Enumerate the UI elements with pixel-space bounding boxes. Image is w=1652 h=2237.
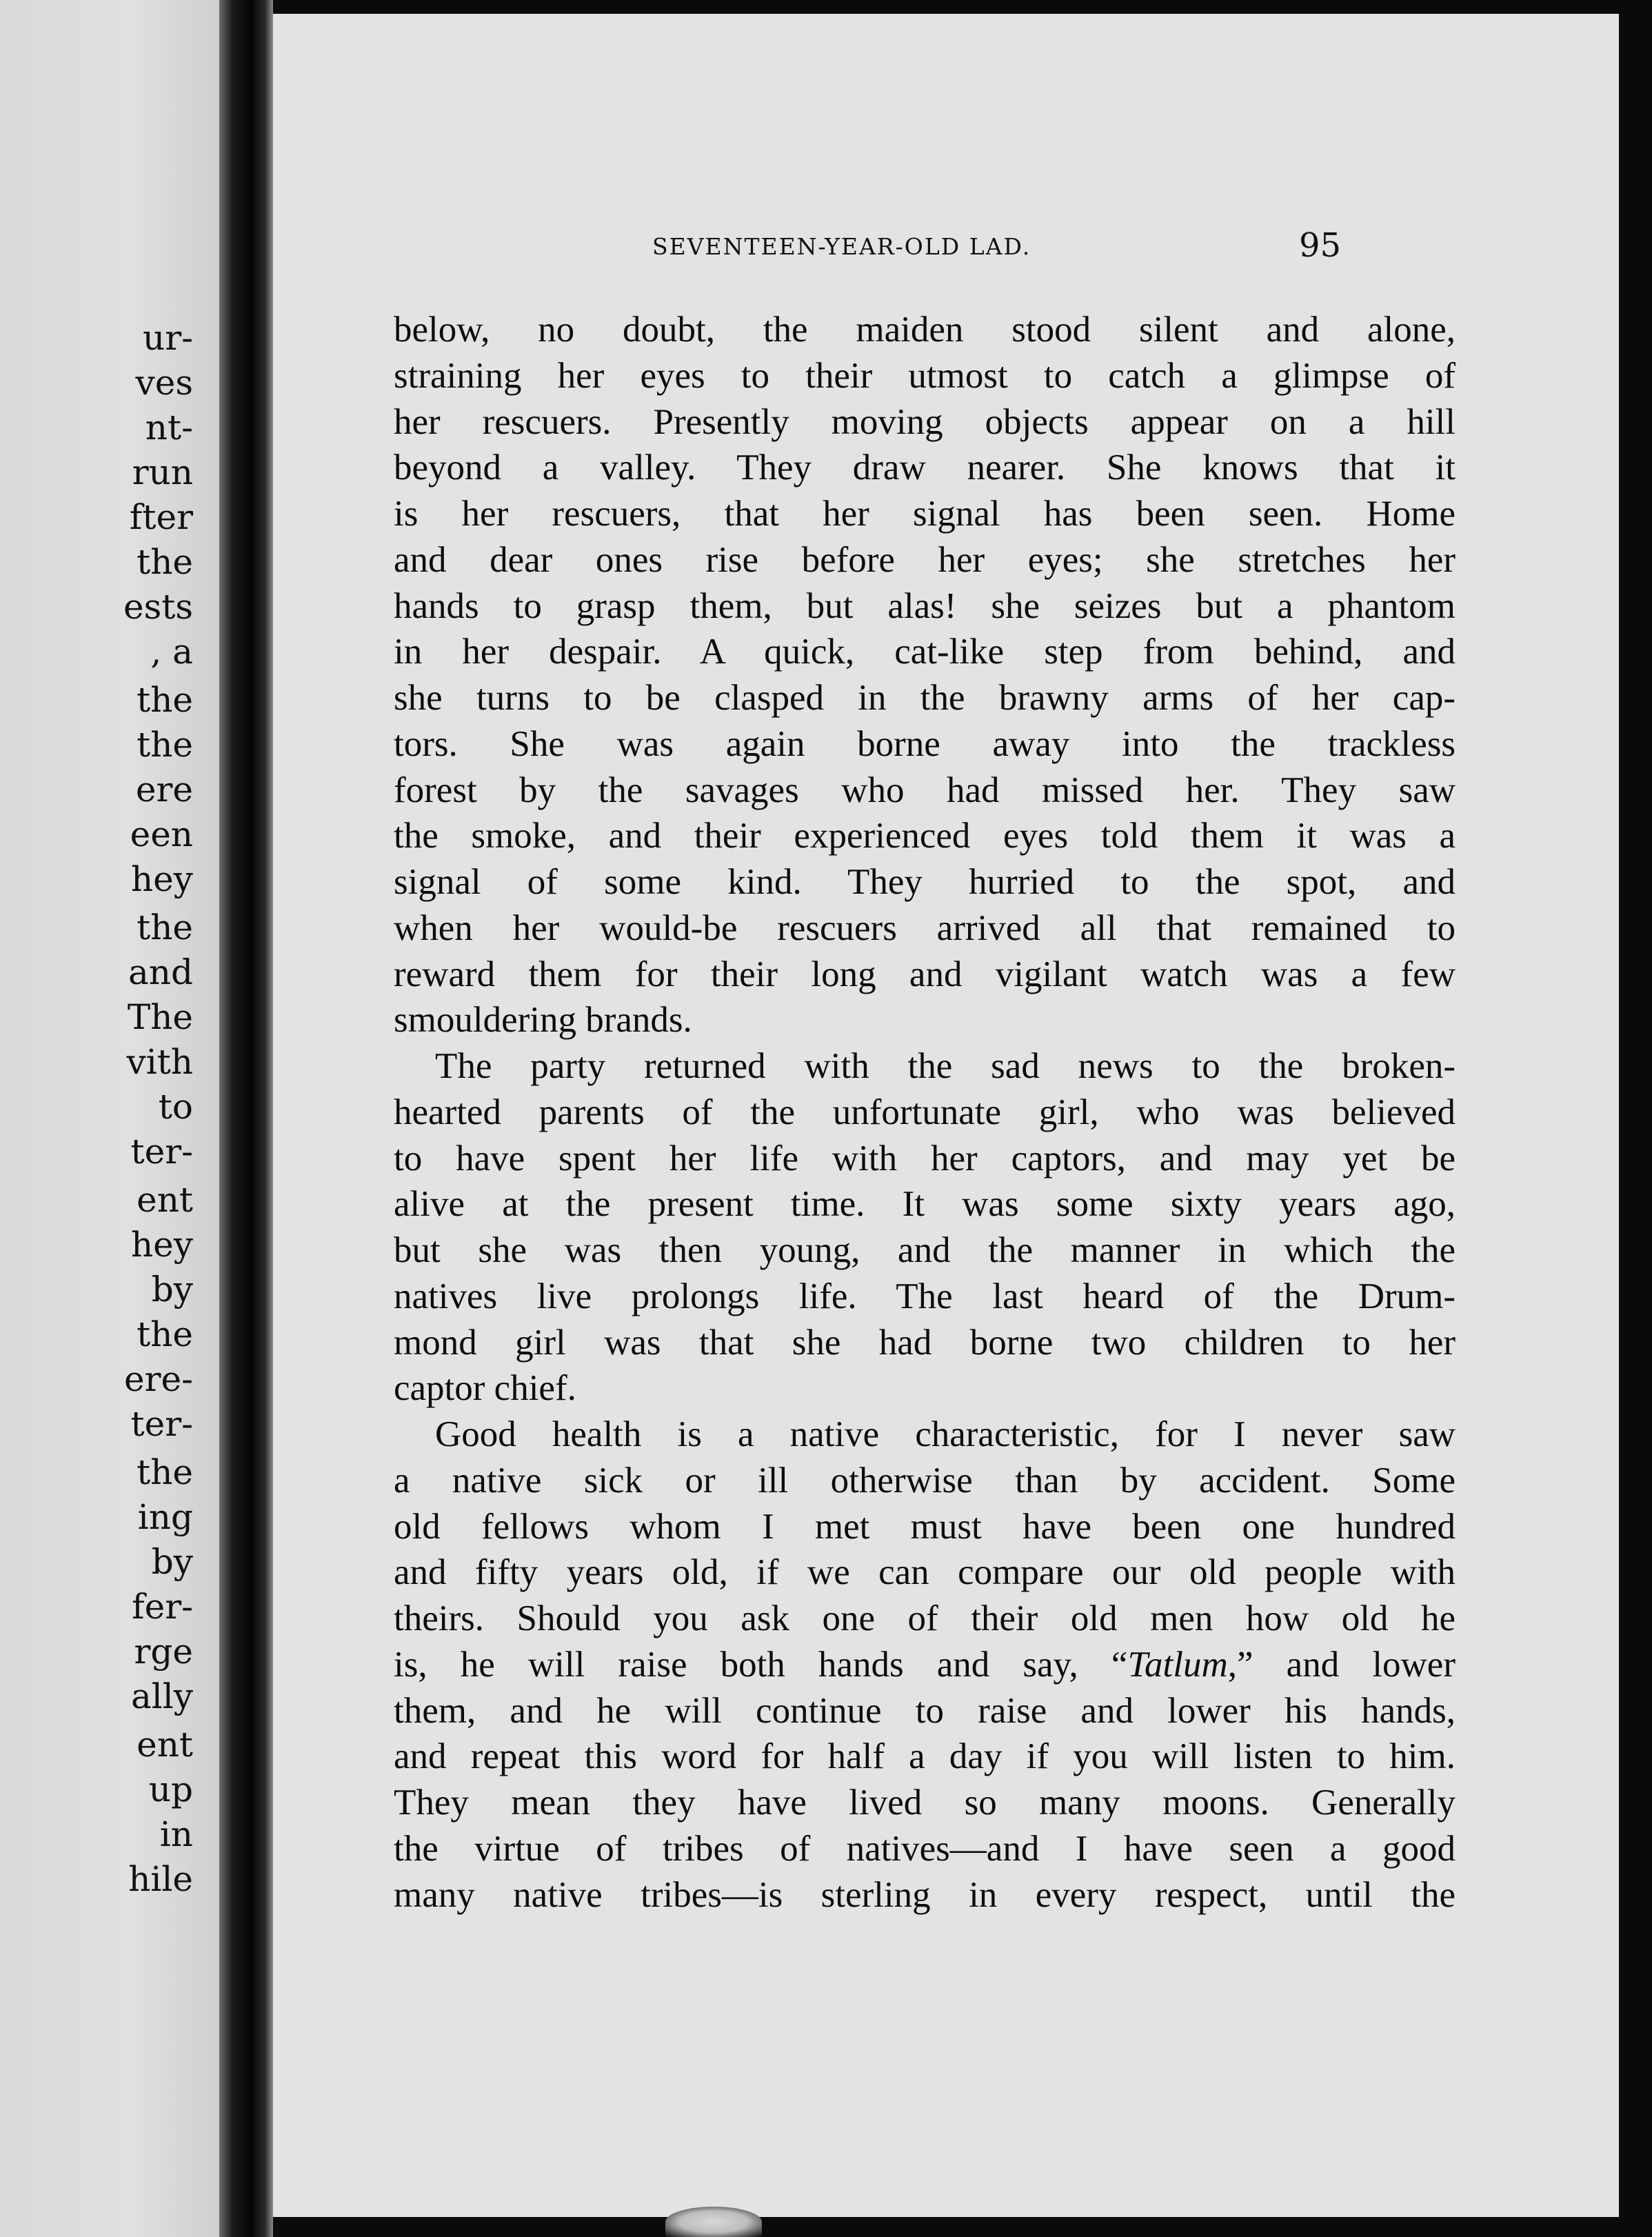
- facing-line-end: to: [158, 1087, 193, 1127]
- text-line: to have spent her life with her captors, and may yet be: [394, 1138, 1455, 1178]
- facing-line-end: hile: [128, 1859, 193, 1899]
- facing-line-end: by: [151, 1270, 193, 1310]
- facing-line-end: rge: [134, 1632, 193, 1672]
- facing-line-end: The: [127, 997, 193, 1037]
- text-line: a native sick or ill otherwise than by accident. Some: [394, 1460, 1455, 1501]
- text-line: many native tribes—is sterling in every respect, until the: [394, 1874, 1455, 1915]
- facing-line-end: the: [137, 680, 193, 720]
- facing-line-end: ter-: [130, 1132, 193, 1172]
- text-line: The party returned with the sad news to the broken-: [435, 1046, 1455, 1086]
- facing-line-end: vith: [126, 1042, 193, 1082]
- facing-line-end: up: [148, 1769, 193, 1809]
- text-line: the smoke, and their experienced eyes told them it was a: [394, 816, 1455, 856]
- facing-line-end: ter-: [130, 1404, 193, 1444]
- text-line: and repeat this word for half a day if you will listen to him.: [394, 1736, 1455, 1777]
- text-line: but she was then young, and the manner in which the: [394, 1230, 1455, 1270]
- facing-line-end: een: [130, 814, 193, 854]
- text-line: forest by the savages who had missed her. They saw: [394, 770, 1455, 810]
- text-line: hands to grasp them, but alas! she seizes but a phantom: [394, 585, 1455, 626]
- text-line: signal of some kind. They hurried to the spot, and: [394, 862, 1455, 902]
- text-line: hearted parents of the unfortunate girl, who was believed: [394, 1092, 1455, 1132]
- facing-line-end: , a: [150, 632, 193, 672]
- facing-line-end: the: [137, 725, 193, 765]
- body-text: [394, 307, 1455, 1918]
- paper-blemish: [665, 2207, 762, 2237]
- book-page: [273, 14, 1619, 2217]
- facing-line-end: and: [128, 952, 193, 992]
- text-line: tors. She was again borne away into the trackless: [394, 723, 1455, 764]
- text-line: reward them for their long and vigilant watch was a few: [394, 954, 1455, 994]
- facing-line-end: ere-: [124, 1359, 193, 1399]
- text-line: natives live prolongs life. The last heard of the Drum-: [394, 1276, 1455, 1316]
- facing-line-end: in: [159, 1814, 193, 1854]
- facing-line-end: ur-: [143, 318, 193, 358]
- facing-page: [0, 0, 219, 2237]
- facing-line-end: ves: [135, 363, 193, 403]
- facing-line-end: ing: [137, 1497, 193, 1537]
- facing-line-end: ent: [137, 1725, 193, 1765]
- text-line: theirs. Should you ask one of their old men how old he: [394, 1598, 1455, 1638]
- text-line: captor chief.: [394, 1368, 576, 1409]
- text-line: They mean they have lived so many moons. Generally: [394, 1783, 1455, 1823]
- page-number: 95: [1299, 226, 1342, 265]
- facing-line-end: the: [137, 1452, 193, 1492]
- text-segment: is, he will raise both hands and say, “: [394, 1644, 1128, 1685]
- facing-line-end: ally: [130, 1676, 193, 1716]
- text-line: Good health is a native characteristic, for I never saw: [435, 1414, 1455, 1454]
- facing-page-text: [0, 0, 219, 2237]
- text-line: her rescuers. Presently moving objects appear on a hill: [394, 401, 1455, 442]
- text-line: and dear ones rise before her eyes; she stretches her: [394, 539, 1455, 580]
- text-line: straining her eyes to their utmost to catch a glimpse of: [394, 355, 1455, 396]
- facing-line-end: ent: [137, 1180, 193, 1220]
- facing-line-end: the: [137, 907, 193, 947]
- facing-line-end: run: [132, 452, 193, 492]
- text-segment: ,” and lower: [1227, 1644, 1455, 1685]
- text-line: [394, 1642, 1455, 1688]
- facing-line-end: hey: [130, 859, 193, 899]
- text-line: mond girl was that she had borne two children to her: [394, 1322, 1455, 1363]
- text-line: them, and he will continue to raise and lower his hands,: [394, 1690, 1455, 1731]
- text-line: when her would-be rescuers arrived all that remained to: [394, 907, 1455, 948]
- text-line: beyond a valley. They draw nearer. She knows that it: [394, 448, 1455, 488]
- facing-line-end: ere: [135, 770, 193, 810]
- text-line: smouldering brands.: [394, 1000, 692, 1041]
- text-line: the virtue of tribes of natives—and I have seen a good: [394, 1828, 1455, 1869]
- running-title: SEVENTEEN-YEAR-OLD LAD.: [652, 233, 1031, 260]
- text-line: below, no doubt, the maiden stood silent and alone,: [394, 310, 1455, 350]
- facing-line-end: fer-: [132, 1587, 193, 1627]
- facing-line-end: by: [151, 1542, 193, 1582]
- facing-line-end: the: [137, 542, 193, 582]
- text-line: in her despair. A quick, cat-like step from behind, and: [394, 632, 1455, 672]
- text-line: is her rescuers, that her signal has been seen. Home: [394, 494, 1455, 534]
- facing-line-end: ests: [123, 587, 193, 627]
- text-line: and fifty years old, if we can compare our old people with: [394, 1552, 1455, 1593]
- text-line: she turns to be clasped in the brawny arms of her cap-: [394, 678, 1455, 718]
- facing-line-end: nt-: [145, 408, 193, 448]
- italic-word: Tatlum: [1127, 1644, 1228, 1685]
- facing-line-end: hey: [130, 1225, 193, 1265]
- facing-line-end: the: [137, 1314, 193, 1354]
- text-line: old fellows whom I met must have been one hundred: [394, 1506, 1455, 1547]
- text-line: alive at the present time. It was some sixty years ago,: [394, 1184, 1455, 1225]
- book-gutter: [219, 0, 273, 2237]
- facing-line-end: fter: [129, 497, 193, 537]
